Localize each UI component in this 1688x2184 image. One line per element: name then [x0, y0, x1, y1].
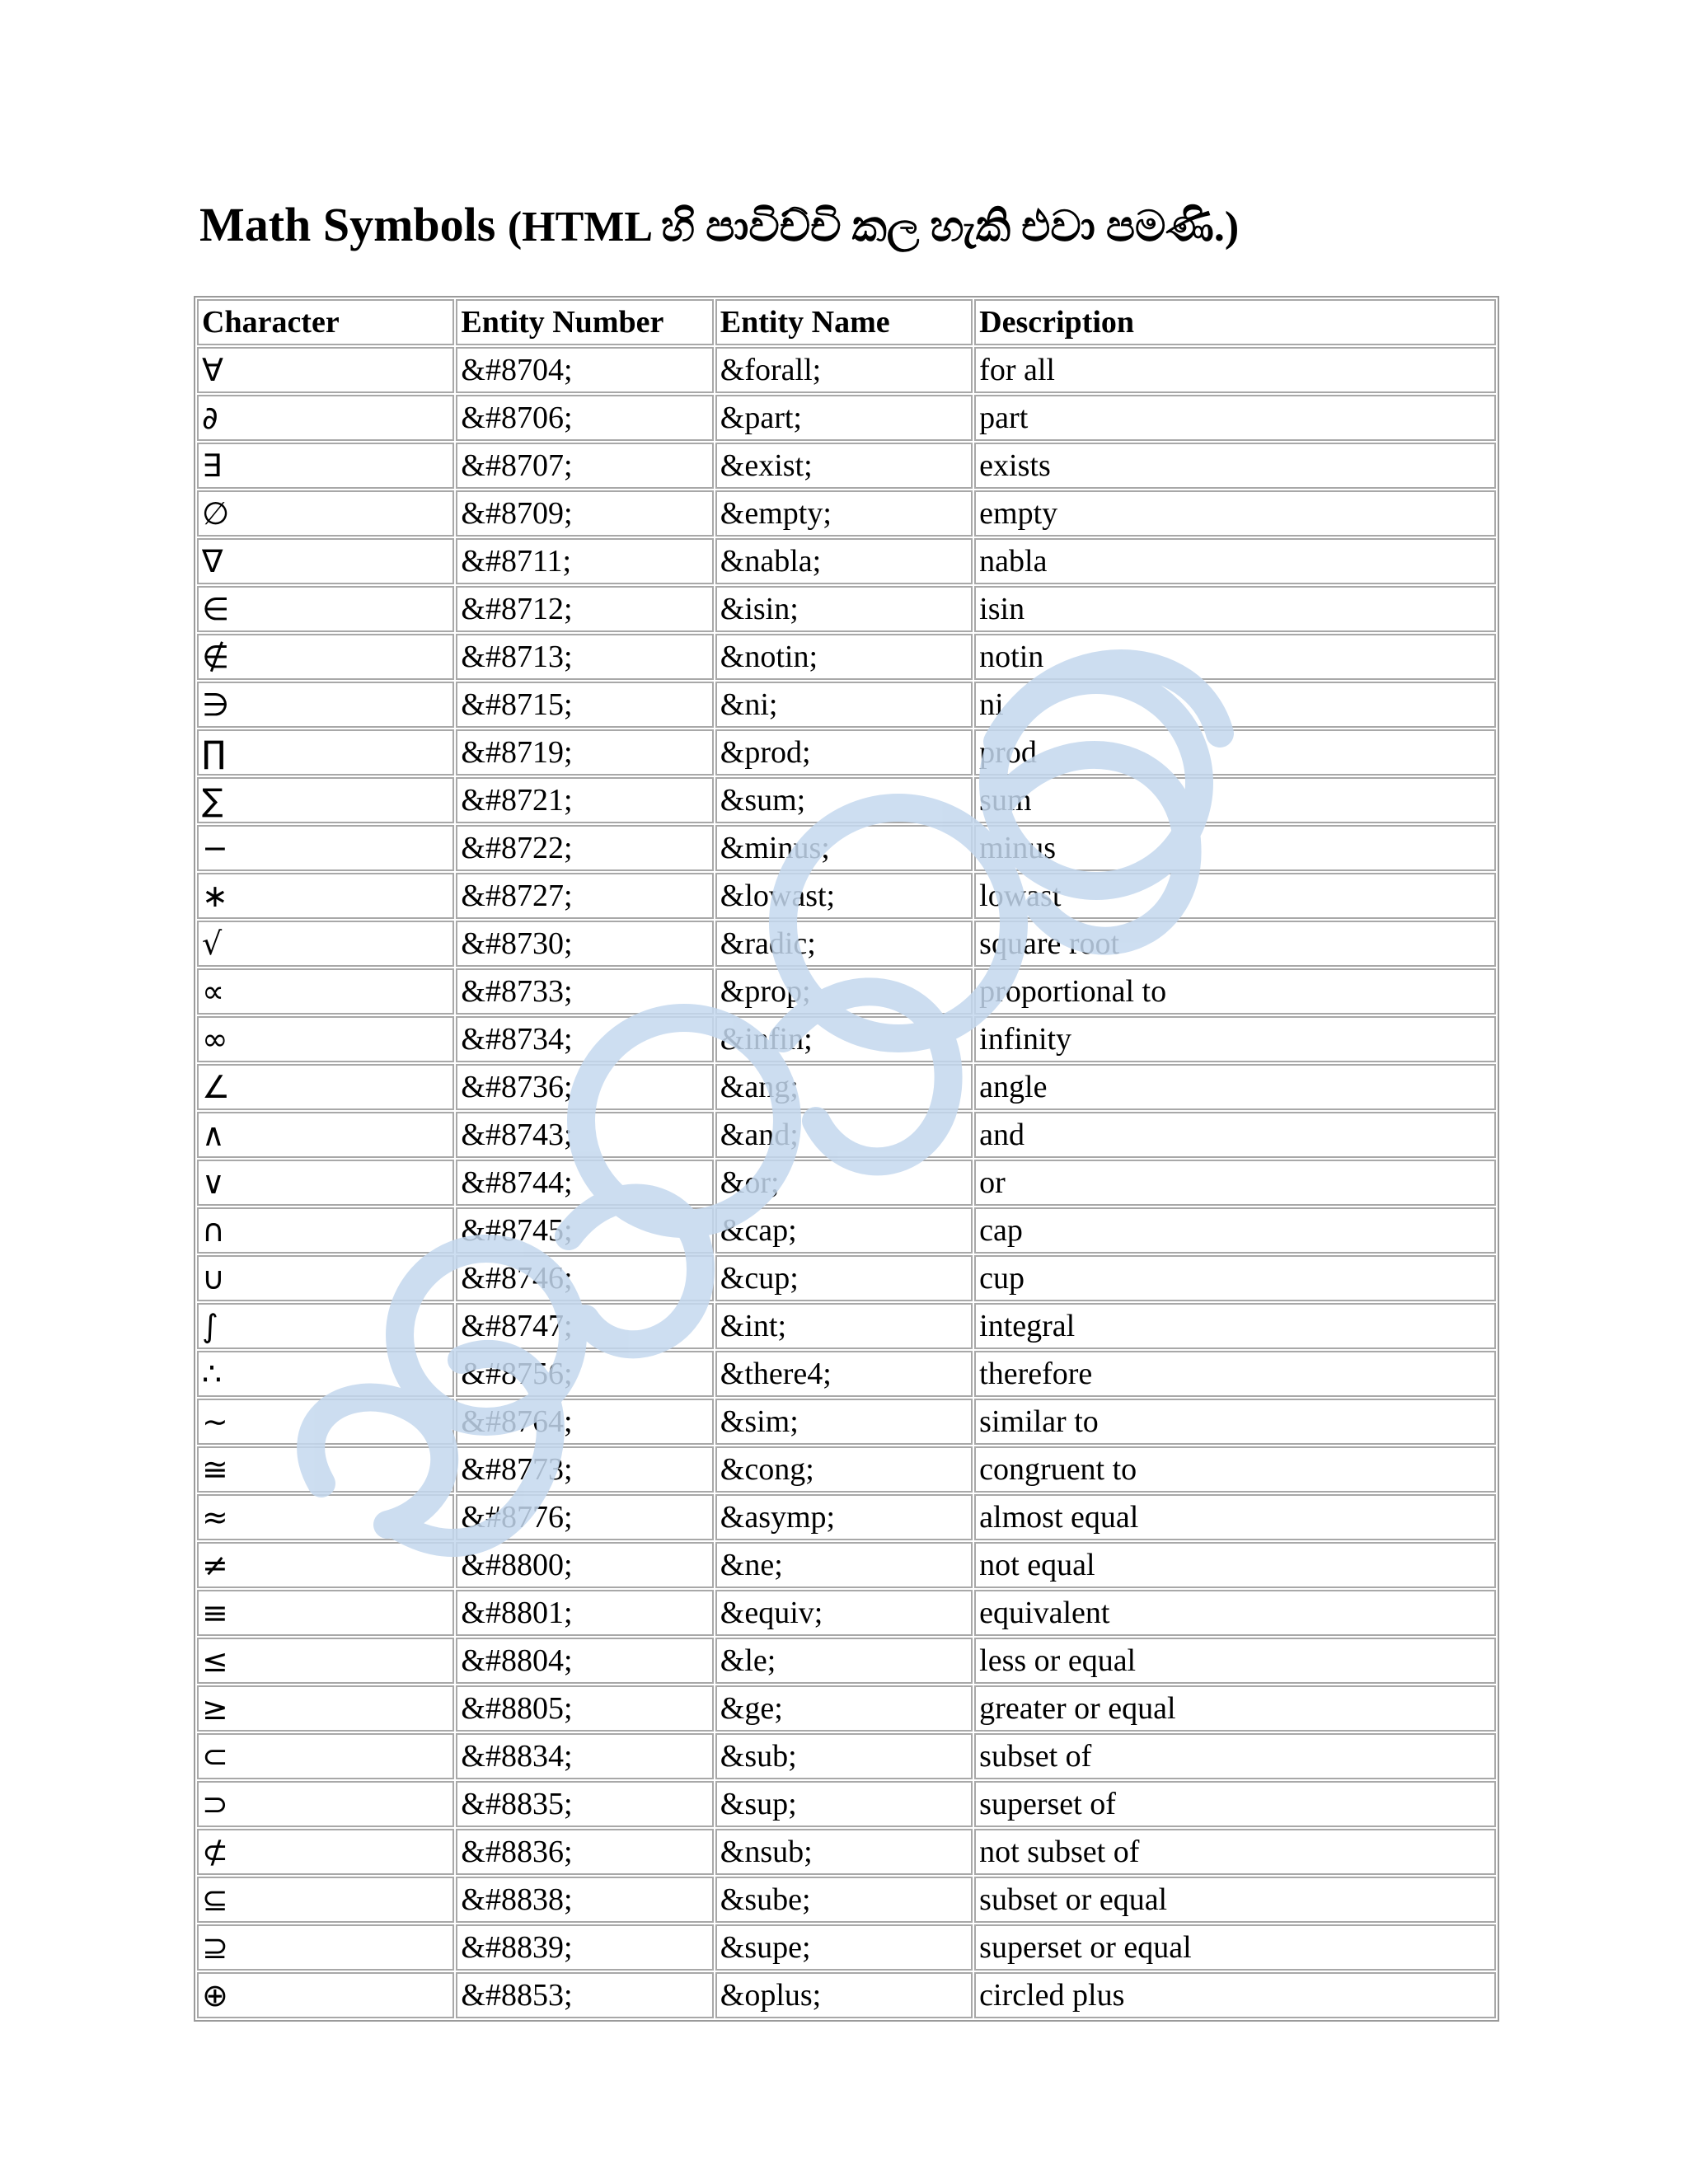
cell-character: ∂: [197, 395, 454, 441]
cell-character: ⊂: [197, 1733, 454, 1779]
table-row: [197, 1781, 1496, 1827]
cell-entity-number: &#8804;: [456, 1638, 713, 1684]
cell-description: minus: [974, 825, 1496, 871]
cell-character: ∴: [197, 1351, 454, 1397]
cell-entity-name: &and;: [715, 1112, 973, 1158]
cell-entity-number: &#8736;: [456, 1064, 713, 1110]
cell-character: ≠: [197, 1542, 454, 1588]
cell-entity-name: &part;: [715, 395, 973, 441]
cell-description: infinity: [974, 1016, 1496, 1062]
cell-description: congruent to: [974, 1446, 1496, 1493]
cell-entity-name: &asymp;: [715, 1494, 973, 1540]
table-row: [197, 729, 1496, 776]
cell-description: sum: [974, 777, 1496, 823]
cell-entity-number: &#8730;: [456, 921, 713, 967]
cell-character: ≈: [197, 1494, 454, 1540]
cell-entity-number: &#8734;: [456, 1016, 713, 1062]
cell-entity-number: &#8835;: [456, 1781, 713, 1827]
cell-description: ni: [974, 682, 1496, 728]
cell-entity-number: &#8743;: [456, 1112, 713, 1158]
table-row: [197, 921, 1496, 967]
cell-entity-name: &sim;: [715, 1399, 973, 1445]
cell-character: ∩: [197, 1207, 454, 1254]
cell-entity-number: &#8764;: [456, 1399, 713, 1445]
cell-entity-number: &#8744;: [456, 1160, 713, 1206]
cell-description: exists: [974, 443, 1496, 489]
cell-entity-number: &#8713;: [456, 634, 713, 680]
cell-entity-number: &#8776;: [456, 1494, 713, 1540]
cell-description: subset or equal: [974, 1877, 1496, 1923]
cell-entity-name: &lowast;: [715, 873, 973, 919]
cell-description: proportional to: [974, 968, 1496, 1015]
cell-entity-number: &#8711;: [456, 538, 713, 584]
cell-entity-name: &ge;: [715, 1685, 973, 1732]
cell-description: square root: [974, 921, 1496, 967]
cell-entity-name: &oplus;: [715, 1972, 973, 2018]
cell-entity-name: &sum;: [715, 777, 973, 823]
cell-entity-number: &#8706;: [456, 395, 713, 441]
cell-entity-number: &#8773;: [456, 1446, 713, 1493]
cell-entity-number: &#8719;: [456, 729, 713, 776]
cell-character: ∧: [197, 1112, 454, 1158]
table-row: [197, 1542, 1496, 1588]
cell-entity-number: &#8853;: [456, 1972, 713, 2018]
table-row: [197, 347, 1496, 393]
table-row: [197, 1399, 1496, 1445]
cell-entity-name: &empty;: [715, 490, 973, 537]
cell-description: nabla: [974, 538, 1496, 584]
cell-character: ≤: [197, 1638, 454, 1684]
cell-description: cup: [974, 1255, 1496, 1301]
table-row: [197, 825, 1496, 871]
table-row: [197, 1351, 1496, 1397]
header-entity-number: Entity Number: [456, 299, 713, 345]
cell-character: ∃: [197, 443, 454, 489]
cell-character: ∪: [197, 1255, 454, 1301]
cell-entity-name: &cong;: [715, 1446, 973, 1493]
cell-character: ∠: [197, 1064, 454, 1110]
cell-character: ∝: [197, 968, 454, 1015]
cell-character: ≥: [197, 1685, 454, 1732]
table-row: [197, 1016, 1496, 1062]
cell-character: ∇: [197, 538, 454, 584]
cell-character: ≅: [197, 1446, 454, 1493]
table-header-row: [197, 299, 1496, 345]
table-row: [197, 1064, 1496, 1110]
cell-entity-name: &notin;: [715, 634, 973, 680]
cell-entity-name: &supe;: [715, 1924, 973, 1971]
table-row: [197, 1207, 1496, 1254]
cell-entity-number: &#8801;: [456, 1590, 713, 1636]
cell-entity-number: &#8727;: [456, 873, 713, 919]
cell-description: cap: [974, 1207, 1496, 1254]
cell-character: ⊇: [197, 1924, 454, 1971]
cell-entity-name: &forall;: [715, 347, 973, 393]
table-row: [197, 1303, 1496, 1349]
cell-character: ∑: [197, 777, 454, 823]
cell-character: ∀: [197, 347, 454, 393]
table-row: [197, 490, 1496, 537]
page-title-main: Math Symbols: [199, 198, 496, 251]
cell-description: circled plus: [974, 1972, 1496, 2018]
cell-description: almost equal: [974, 1494, 1496, 1540]
table-row: [197, 1829, 1496, 1875]
cell-entity-number: &#8722;: [456, 825, 713, 871]
cell-entity-name: &infin;: [715, 1016, 973, 1062]
cell-entity-name: &nsub;: [715, 1829, 973, 1875]
cell-description: equivalent: [974, 1590, 1496, 1636]
cell-description: lowast: [974, 873, 1496, 919]
cell-character: ∫: [197, 1303, 454, 1349]
cell-description: empty: [974, 490, 1496, 537]
cell-entity-name: &sube;: [715, 1877, 973, 1923]
table-body: [197, 347, 1496, 2018]
cell-entity-name: &cap;: [715, 1207, 973, 1254]
cell-entity-number: &#8715;: [456, 682, 713, 728]
cell-entity-name: &minus;: [715, 825, 973, 871]
cell-entity-name: &there4;: [715, 1351, 973, 1397]
cell-entity-number: &#8839;: [456, 1924, 713, 1971]
table-row: [197, 1112, 1496, 1158]
cell-character: ⊃: [197, 1781, 454, 1827]
table-row: [197, 777, 1496, 823]
cell-entity-number: &#8746;: [456, 1255, 713, 1301]
cell-entity-name: &int;: [715, 1303, 973, 1349]
cell-entity-number: &#8836;: [456, 1829, 713, 1875]
table-row: [197, 1877, 1496, 1923]
cell-character: ∈: [197, 586, 454, 632]
cell-entity-number: &#8733;: [456, 968, 713, 1015]
cell-entity-name: &exist;: [715, 443, 973, 489]
table-row: [197, 1160, 1496, 1206]
table-row: [197, 395, 1496, 441]
cell-character: ⊆: [197, 1877, 454, 1923]
cell-entity-number: &#8712;: [456, 586, 713, 632]
cell-entity-name: &nabla;: [715, 538, 973, 584]
cell-entity-number: &#8745;: [456, 1207, 713, 1254]
cell-entity-number: &#8709;: [456, 490, 713, 537]
cell-description: notin: [974, 634, 1496, 680]
header-description: Description: [974, 299, 1496, 345]
cell-character: ∅: [197, 490, 454, 537]
table-row: [197, 968, 1496, 1015]
cell-entity-name: &sub;: [715, 1733, 973, 1779]
table-row: [197, 1638, 1496, 1684]
header-entity-name: Entity Name: [715, 299, 973, 345]
cell-character: ∨: [197, 1160, 454, 1206]
cell-character: ⊄: [197, 1829, 454, 1875]
table-row: [197, 538, 1496, 584]
cell-entity-name: &prop;: [715, 968, 973, 1015]
table-row: [197, 1446, 1496, 1493]
cell-character: ∉: [197, 634, 454, 680]
table-row: [197, 1924, 1496, 1971]
cell-description: prod: [974, 729, 1496, 776]
cell-entity-number: &#8805;: [456, 1685, 713, 1732]
cell-description: subset of: [974, 1733, 1496, 1779]
cell-entity-name: &ang;: [715, 1064, 973, 1110]
cell-description: similar to: [974, 1399, 1496, 1445]
cell-description: integral: [974, 1303, 1496, 1349]
cell-description: part: [974, 395, 1496, 441]
cell-entity-number: &#8747;: [456, 1303, 713, 1349]
cell-character: ≡: [197, 1590, 454, 1636]
math-symbols-table: [194, 296, 1499, 2022]
cell-description: for all: [974, 347, 1496, 393]
cell-description: isin: [974, 586, 1496, 632]
table-row: [197, 1685, 1496, 1732]
header-character: Character: [197, 299, 454, 345]
table-row: [197, 586, 1496, 632]
cell-character: ⊕: [197, 1972, 454, 2018]
cell-entity-number: &#8800;: [456, 1542, 713, 1588]
cell-entity-name: &equiv;: [715, 1590, 973, 1636]
cell-description: not equal: [974, 1542, 1496, 1588]
page-title-subtitle: (HTML හි පාවිච්චි කල හැකි එවා පමණි.): [507, 204, 1240, 251]
cell-character: ∼: [197, 1399, 454, 1445]
table-row: [197, 682, 1496, 728]
cell-entity-number: &#8721;: [456, 777, 713, 823]
table-row: [197, 634, 1496, 680]
cell-entity-name: &sup;: [715, 1781, 973, 1827]
page-title: [199, 196, 1239, 254]
cell-description: superset or equal: [974, 1924, 1496, 1971]
cell-entity-name: &ne;: [715, 1542, 973, 1588]
cell-entity-number: &#8707;: [456, 443, 713, 489]
cell-entity-number: &#8838;: [456, 1877, 713, 1923]
cell-description: angle: [974, 1064, 1496, 1110]
cell-description: therefore: [974, 1351, 1496, 1397]
cell-description: not subset of: [974, 1829, 1496, 1875]
cell-entity-name: &le;: [715, 1638, 973, 1684]
cell-description: greater or equal: [974, 1685, 1496, 1732]
cell-entity-name: &cup;: [715, 1255, 973, 1301]
cell-character: −: [197, 825, 454, 871]
table-row: [197, 1733, 1496, 1779]
table-row: [197, 1590, 1496, 1636]
cell-description: and: [974, 1112, 1496, 1158]
table-row: [197, 1972, 1496, 2018]
cell-character: ∗: [197, 873, 454, 919]
table-row: [197, 443, 1496, 489]
cell-character: ∋: [197, 682, 454, 728]
cell-entity-number: &#8834;: [456, 1733, 713, 1779]
cell-entity-name: &isin;: [715, 586, 973, 632]
cell-entity-number: &#8704;: [456, 347, 713, 393]
table-row: [197, 1255, 1496, 1301]
table-row: [197, 1494, 1496, 1540]
cell-character: ∞: [197, 1016, 454, 1062]
cell-character: √: [197, 921, 454, 967]
cell-description: less or equal: [974, 1638, 1496, 1684]
cell-character: ∏: [197, 729, 454, 776]
cell-entity-name: &radic;: [715, 921, 973, 967]
cell-entity-name: &or;: [715, 1160, 973, 1206]
cell-entity-name: &ni;: [715, 682, 973, 728]
cell-entity-name: &prod;: [715, 729, 973, 776]
table-row: [197, 873, 1496, 919]
cell-description: or: [974, 1160, 1496, 1206]
cell-description: superset of: [974, 1781, 1496, 1827]
cell-entity-number: &#8756;: [456, 1351, 713, 1397]
